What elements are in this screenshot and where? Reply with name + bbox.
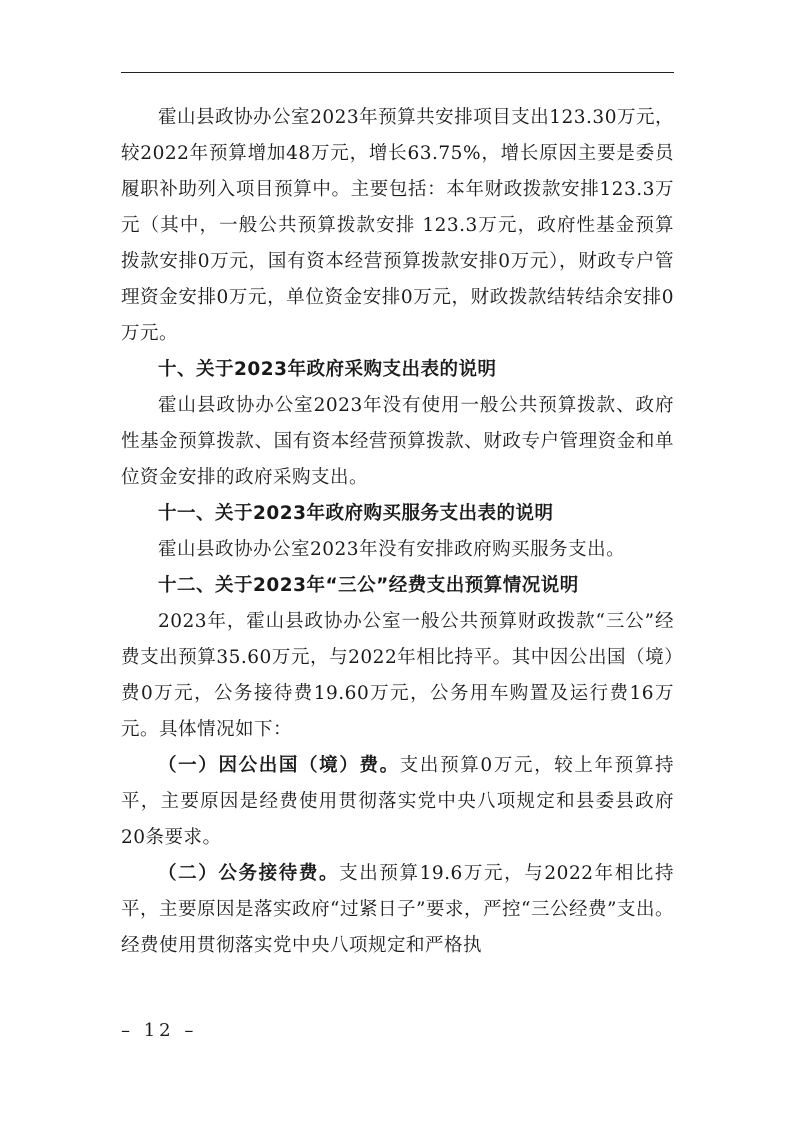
subsection-body-overseas-travel: 支出预算0万元，较上年预算持平，主要原因是经费使用贯彻落实党中央八项规定和县委县政府20条要求。 <box>121 755 674 848</box>
section-heading-10: 十、关于2023年政府采购支出表的说明 <box>158 359 497 380</box>
subsection-title-official-reception: （二）公务接待费。 <box>158 863 340 884</box>
paragraph-purchased-services: 霍山县政协办公室2023年没有安排政府购买服务支出。 <box>158 539 626 560</box>
paragraph-procurement: 霍山县政协办公室2023年没有使用一般公共预算拨款、政府性基金预算拨款、国有资本经营预算拨款、财政专户管理资金和单位资金安排的政府采购支出。 <box>121 395 674 488</box>
paragraph-project-expenditure: 霍山县政协办公室2023年预算共安排项目支出123.30万元，较2022年预算增加48万元，增长63.75%，增长原因主要是委员履职补助列入项目预算中。主要包括：本年财政拨款安排123.3万元（其中，一般公共预算拨款安排 123.3万元，政府性基金预算拨款安排0万元，国有资本经营预算拨款安排0万元），财政专户管理资金安排0万元，单位资金安排0万元，财政拨款结转结余安排0万元。 <box>121 107 674 344</box>
paragraph-overseas-travel <box>121 748 674 856</box>
subsection-body-official-reception: 支出预算19.6万元，与2022年相比持平，主要原因是落实政府“过紧日子”要求，严控“三公经费”支出。经费使用贯彻落实党中央八项规定和严格执 <box>121 863 674 956</box>
paragraph-three-public-expenses: 2023年，霍山县政协办公室一般公共预算财政拨款“三公”经费支出预算35.60万元，与2022年相比持平。其中因公出国（境）费0万元，公务接待费19.60万元，公务用车购置及运行费16万元。具体情况如下： <box>121 611 674 740</box>
header-rule <box>121 72 674 73</box>
document-body <box>121 100 674 964</box>
section-heading-11: 十一、关于2023年政府购买服务支出表的说明 <box>158 503 554 524</box>
section-heading-12: 十二、关于2023年“三公”经费支出预算情况说明 <box>158 575 579 596</box>
paragraph-official-reception <box>121 856 674 964</box>
subsection-title-overseas-travel: （一）因公出国（境）费。 <box>158 755 400 776</box>
page-number: – 12 – <box>121 1020 198 1041</box>
